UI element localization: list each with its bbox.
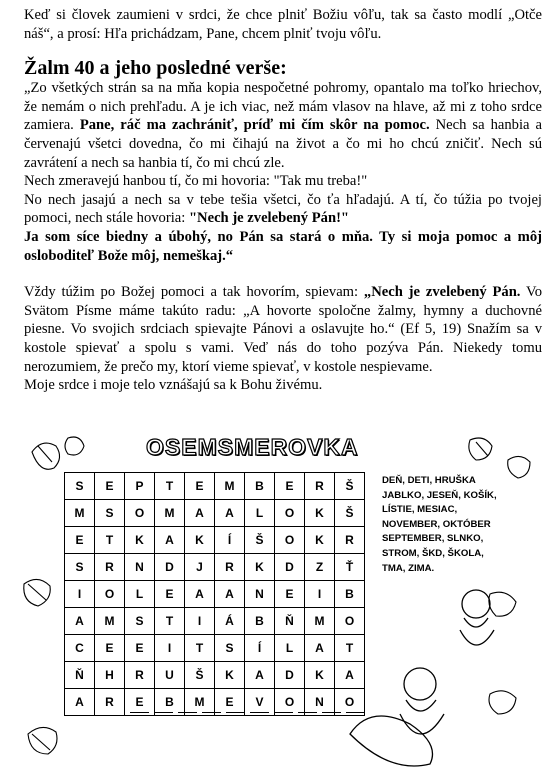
grid-cell[interactable]: D — [155, 554, 185, 581]
grid-cell[interactable]: O — [335, 608, 365, 635]
grid-cell[interactable]: K — [215, 662, 245, 689]
word-list-line: TMA, ZIMA. — [382, 562, 435, 574]
grid-cell[interactable]: N — [305, 689, 335, 716]
answer-blanks — [130, 711, 365, 713]
grid-cell[interactable]: C — [65, 635, 95, 662]
grid-row — [65, 554, 365, 581]
grid-cell[interactable]: E — [125, 635, 155, 662]
grid-row — [65, 662, 365, 689]
grid-cell[interactable]: S — [65, 473, 95, 500]
psalm-text-e: No nech jasajú a nech sa v tebe tešia všetci, čo ťa hľadajú. A tí, čo túžia po tvojej pomoci, nech stále hovoria: — [24, 191, 542, 227]
reflection-text-b: „Nech je zvelebený Pán. — [363, 284, 521, 301]
grid-cell[interactable]: B — [245, 473, 275, 500]
grid-cell[interactable]: O — [95, 581, 125, 608]
grid-cell[interactable]: D — [275, 662, 305, 689]
answer-blank[interactable] — [130, 711, 149, 713]
grid-cell[interactable]: L — [245, 500, 275, 527]
grid-cell[interactable]: Ň — [275, 608, 305, 635]
document-text — [24, 6, 542, 395]
psalm-paragraph — [24, 79, 542, 172]
grid-cell[interactable]: K — [125, 527, 155, 554]
grid-cell[interactable]: T — [155, 473, 185, 500]
grid-cell[interactable]: Š — [185, 662, 215, 689]
word-list — [382, 474, 502, 576]
grid-cell[interactable]: L — [275, 635, 305, 662]
grid-cell[interactable]: M — [185, 689, 215, 716]
grid-cell[interactable]: Z — [305, 554, 335, 581]
grid-cell[interactable]: H — [95, 662, 125, 689]
grid-cell[interactable]: A — [185, 581, 215, 608]
grid-cell[interactable]: A — [305, 635, 335, 662]
grid-cell[interactable]: I — [185, 608, 215, 635]
answer-blank[interactable] — [346, 711, 365, 713]
answer-blank[interactable] — [274, 711, 293, 713]
grid-cell[interactable]: E — [215, 689, 245, 716]
grid-cell[interactable]: E — [95, 473, 125, 500]
grid-cell[interactable]: M — [305, 608, 335, 635]
grid-row — [65, 581, 365, 608]
grid-cell[interactable]: Á — [215, 608, 245, 635]
reflection-text-c: Vo Svätom Písme máme takúto radu: „A hovorte spoločne žalmy, hymny a duchovné piesne. Vo svojich srdciach spievajte Pánovi a oslavujte ho.“ (Ef 5, 19) Snažím sa v kostole spievať a spolu s vami. Veď nás do toho pozýva Pán. Niekedy tomu nerozumiem, že prečo my, ktorí vieme spievať, v kostole nespievame. — [24, 284, 542, 375]
word-list-line: DEŇ, DETI, HRUŠKA — [382, 475, 476, 486]
psalm-paragraph-e — [24, 191, 542, 228]
grid-cell[interactable]: M — [95, 608, 125, 635]
grid-cell[interactable]: M — [215, 473, 245, 500]
grid-cell[interactable]: B — [245, 608, 275, 635]
grid-cell[interactable]: O — [275, 689, 305, 716]
grid-cell[interactable]: D — [275, 554, 305, 581]
reflection-text-a: Vždy túžim po Božej pomoci a tak hovorím, spievam: — [24, 284, 364, 301]
grid-cell[interactable]: A — [245, 662, 275, 689]
grid-cell[interactable]: T — [185, 635, 215, 662]
psalm-line-g — [24, 228, 542, 265]
psalm-text-f: "Nech je zvelebený Pán!" — [188, 210, 350, 227]
grid-cell[interactable]: Í — [245, 635, 275, 662]
grid-cell[interactable]: R — [335, 527, 365, 554]
grid-cell[interactable]: O — [275, 500, 305, 527]
grid-cell[interactable]: Ň — [65, 662, 95, 689]
psalm-text-a: „Zo všetkých strán sa na mňa kopia nespočetné pohromy, opantalo ma toľko hriechov, že nemám o nich prehľadu. A je ich viac, než mám vlasov na hlave, až mi z toho srdce zamiera. — [24, 80, 542, 134]
grid-cell[interactable]: Ť — [335, 554, 365, 581]
grid-cell[interactable]: E — [185, 473, 215, 500]
grid-cell[interactable]: Í — [215, 527, 245, 554]
grid-cell[interactable]: E — [125, 689, 155, 716]
grid-cell[interactable]: Š — [335, 473, 365, 500]
grid-cell[interactable]: Š — [245, 527, 275, 554]
grid-cell[interactable]: T — [95, 527, 125, 554]
grid-cell[interactable]: R — [215, 554, 245, 581]
grid-cell[interactable]: I — [155, 635, 185, 662]
grid-cell[interactable]: K — [245, 554, 275, 581]
answer-blank[interactable] — [154, 711, 173, 713]
answer-blank[interactable] — [250, 711, 269, 713]
psalm-text-b: Pane, ráč ma zachrániť, príď mi čím skôr na pomoc. — [79, 117, 430, 134]
grid-cell[interactable]: E — [95, 635, 125, 662]
grid-cell[interactable]: K — [305, 527, 335, 554]
answer-blank[interactable] — [178, 711, 197, 713]
grid-cell[interactable]: B — [335, 581, 365, 608]
grid-cell[interactable]: I — [305, 581, 335, 608]
grid-cell[interactable]: S — [65, 554, 95, 581]
grid-cell[interactable]: R — [125, 662, 155, 689]
grid-row — [65, 608, 365, 635]
grid-cell[interactable]: N — [125, 554, 155, 581]
grid-cell[interactable]: E — [275, 581, 305, 608]
grid-cell[interactable]: V — [245, 689, 275, 716]
grid-cell[interactable]: A — [185, 500, 215, 527]
grid-row — [65, 527, 365, 554]
word-list-line: LÍSTIE, MESIAC, — [382, 504, 458, 516]
grid-cell[interactable]: T — [155, 608, 185, 635]
grid-cell[interactable]: A — [215, 500, 245, 527]
grid-cell[interactable]: B — [155, 689, 185, 716]
grid-row — [65, 500, 365, 527]
grid-cell[interactable]: S — [215, 635, 245, 662]
psalm-heading: Žalm 40 a jeho posledné verše: — [24, 57, 287, 80]
grid-cell[interactable]: S — [125, 608, 155, 635]
grid-row — [65, 635, 365, 662]
word-search-puzzle — [20, 434, 540, 780]
grid-cell[interactable]: U — [155, 662, 185, 689]
grid-cell[interactable]: E — [65, 527, 95, 554]
grid-cell[interactable]: E — [275, 473, 305, 500]
grid-cell[interactable]: S — [95, 500, 125, 527]
intro-paragraph: Keď si človek zaumieni v srdci, že chce plniť Božiu vôľu, tak sa často modlí „Otče náš“, a prosí: Hľa prichádzam, Pane, chcem plniť tvoju vôľu. — [24, 7, 542, 42]
answer-blank[interactable] — [322, 711, 341, 713]
answer-blank[interactable] — [226, 711, 245, 713]
letter-grid — [64, 472, 365, 716]
grid-row — [65, 473, 365, 500]
grid-cell[interactable]: R — [95, 554, 125, 581]
grid-cell[interactable]: I — [65, 581, 95, 608]
grid-cell[interactable]: K — [305, 500, 335, 527]
grid-cell[interactable]: A — [335, 662, 365, 689]
word-list-line: NOVEMBER, OKTÓBER — [382, 518, 491, 530]
grid-cell[interactable]: P — [125, 473, 155, 500]
grid-cell[interactable]: K — [185, 527, 215, 554]
grid-cell[interactable]: M — [65, 500, 95, 527]
grid-cell[interactable]: O — [335, 689, 365, 716]
grid-cell[interactable]: O — [125, 500, 155, 527]
puzzle-title: OSEMSMEROVKA — [146, 434, 359, 460]
grid-cell[interactable]: R — [305, 473, 335, 500]
grid-cell[interactable]: L — [125, 581, 155, 608]
psalm-text-c: Nech sa hanbia a červenajú všetci dovedna, čo mi čihajú na život a čo mi ho chcú zničiť. Nech sú zavrátení a nech sa hanbia tí, čo mi chcú zle. — [24, 117, 542, 171]
answer-blank[interactable] — [202, 711, 221, 713]
grid-cell[interactable]: A — [155, 527, 185, 554]
grid-cell[interactable]: J — [185, 554, 215, 581]
grid-cell[interactable]: K — [305, 662, 335, 689]
grid-cell[interactable]: T — [335, 635, 365, 662]
psalm-text-g: Ja som síce biedny a úbohý, no Pán sa stará o mňa. Ty si moja pomoc a môj osloboditeľ Bože môj, nemeškaj.“ — [24, 228, 542, 264]
psalm-line-d: Nech zmeravejú hanbou tí, čo mi hovoria: "Tak mu treba!" — [24, 173, 368, 190]
word-list-line: JABLKO, JESEŇ, KOŠÍK, — [382, 489, 497, 501]
reflection-paragraph — [24, 283, 542, 376]
closing-line: Moje srdce i moje telo vznášajú sa k Bohu živému. — [24, 377, 323, 394]
word-list-line: STROM, ŠKD, ŠKOLA, — [382, 547, 484, 559]
answer-blank[interactable] — [298, 711, 317, 713]
word-list-line: SEPTEMBER, SLNKO, — [382, 533, 484, 545]
grid-cell[interactable]: A — [215, 581, 245, 608]
grid-cell[interactable]: A — [65, 689, 95, 716]
grid-cell[interactable]: Š — [335, 500, 365, 527]
grid-cell[interactable]: R — [95, 689, 125, 716]
grid-cell[interactable]: A — [65, 608, 95, 635]
grid-cell[interactable]: M — [155, 500, 185, 527]
grid-cell[interactable]: E — [155, 581, 185, 608]
grid-cell[interactable]: N — [245, 581, 275, 608]
grid-cell[interactable]: O — [275, 527, 305, 554]
